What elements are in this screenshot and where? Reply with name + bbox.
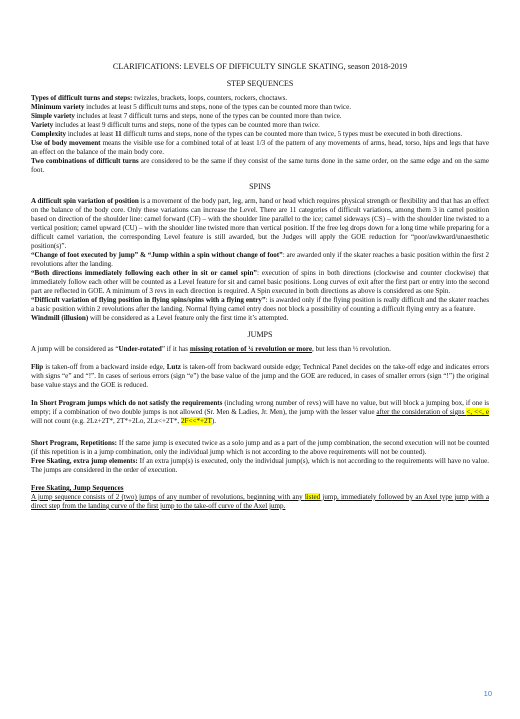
step-body-movement-paragraph: Use of body movement means the visible use for a combined total of at least 1/3 of the pattern of any movements of arms, head, torso, hips and legs that have an effect on the balance of the main body core. [31, 139, 489, 156]
step-minimum-variety-paragraph: Minimum variety includes at least 5 difficult turns and steps, none of the types can be counted more than twice. [31, 103, 351, 111]
spin-variation-paragraph: A difficult spin variation of position is a movement of the body part, leg, arm, hand or head which requires physical strength or flexibility and that has an effect on the balance of the body core. Only these variations can increase the Level. There are 11 categories of difficult variations, among them 3 in camel position based on direction of the shoulder line: camel forward (CF) – with the shoulder line parallel to the ice; camel sideways (CS) – with the shoulder line twisted to a vertical position; camel upward (CU) – with the shoulder line twisted more than vertical position. If the free leg drops down for a long time while preparing for a difficult camel variation, the corresponding Level feature is still awarded, but the Judges will apply the GOE reduction for “poor/awkward/unaesthetic position(s)”. [31, 197, 489, 250]
step-simple-variety-paragraph: Simple variety includes at least 7 difficult turns and steps, none of the types can be counted more than twice. [31, 112, 342, 120]
step-types-paragraph: Types of difficult turns and steps: twizzles, brackets, loops, counters, rockers, choctaws. [31, 94, 288, 102]
step-combinations-paragraph: Two combinations of difficult turns are considered to be the same if they consist of the same turns done in the same order, on the same edge and on the same foot. [31, 157, 489, 174]
document-title: CLARIFICATIONS: LEVELS OF DIFFICULTY SINGLE SKATING, season 2018-2019 [112, 62, 408, 71]
jump-short-program-requirements-paragraph: In Short Program jumps which do not satisfy the requirements (including wrong number of revs) will have no value, but will block a jumping box, if one is empty; if a combination of two double jumps is not allowed (Sr. Men & Ladies, Jr. Men), the jump with the lesser value after the consideration of signs <, <<, e will not count (e.g. 2Lz+2T*, 2T*+2Lo, 2Lz<+2T*, 2F<<*+2T). [31, 399, 489, 425]
step-variety-paragraph: Variety includes at least 9 difficult turns and steps, none of the types can be counted more than twice. [31, 121, 320, 129]
jump-short-program-repetitions-paragraph: Short Program, Repetitions: If the same jump is executed twice as a solo jump and as a part of the jump combination, the second execution will not be counted (if this repetition is in a jump combination, only the individual jump which is not according to the above requirements will not be counted). [31, 439, 490, 456]
heading-spins: SPINS [249, 182, 271, 191]
spin-flying-position-paragraph: “Difficult variation of flying position in flying spins/spins with a flying entry”: is awarded only if the flying position is really difficult and the skater reaches a basic position within 2 revolutions after the landing. Normal flying camel entry does not block a possibility of counting a difficult flying entry as a feature. [31, 296, 489, 313]
heading-jumps: JUMPS [247, 330, 273, 339]
page-number: 10 [483, 689, 492, 698]
jump-flip-lutz-paragraph: Flip is taken-off from a backward inside edge, Lutz is taken-off from backward outside edge; Technical Panel decides on the take-off edge and indicates errors with signs “e” and “!”. In cases of serious errors (sign “e”) the base value of the jump and the GOE are reduced, in cases of smaller errors (sign “!”) the original base value stays and the GOE is reduced. [31, 363, 489, 389]
jump-sequences-heading: Free Skating, Jump Sequences [31, 484, 124, 492]
spin-windmill-paragraph: Windmill (illusion) will be considered as a Level feature only the first time it’s attempted. [31, 314, 289, 322]
jump-extra-elements-paragraph: Free Skating, extra jump elements: If an extra jump(s) is executed, only the individual jump(s), which is not according to the requirements will have no value. The jumps are considered in the order of execution. [31, 457, 489, 474]
jump-under-rotated-paragraph: A jump will be considered as “Under-rotated” if it has missing rotation of ¼ revolution or more, but less than ½ revolution. [31, 345, 391, 353]
spin-change-of-foot-paragraph: “Change of foot executed by jump” & “Jump within a spin without change of foot”: are awarded only if the skater reaches a basic position within the first 2 revolutions after the landing. [31, 251, 489, 268]
step-complexity-paragraph: Complexity includes at least 11 difficult turns and steps, none of the types can be counted more than twice, 5 types must be executed in both directions. [31, 130, 463, 138]
jump-sequences-paragraph: A jump sequence consists of 2 (two) jumps of any number of revolutions, beginning with any listed jump, immediately followed by an Axel type jump with a direct step from the landing curve of the first jump to the take-off curve of the Axel jump. [31, 493, 489, 510]
spin-both-directions-paragraph: “Both directions immediately following each other in sit or camel spin”: execution of spins in both directions (clockwise and counter clockwise) that immediately follow each other will be counted as a Level feature for sit and camel basic positions. Long curves of exit after the first part or entry into the second part are reflected in GOE. A minimum of 3 revs in each direction is required. A Spin executed in both directions as above is considered as one Spin. [31, 269, 489, 295]
heading-step-sequences: STEP SEQUENCES [226, 79, 294, 88]
